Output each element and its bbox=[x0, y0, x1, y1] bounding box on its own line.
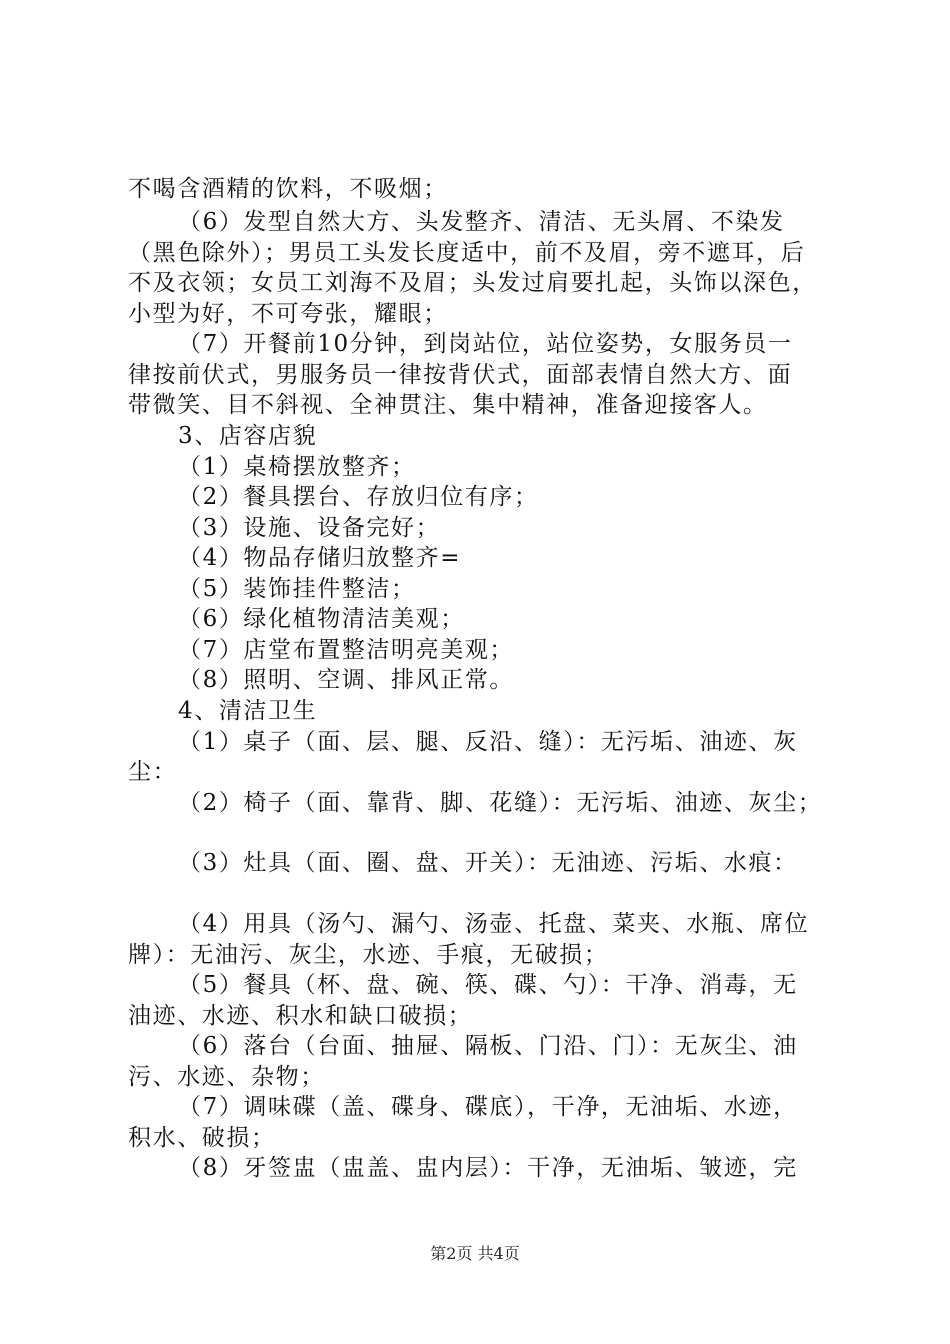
text-line: （1）桌椅摆放整齐； bbox=[178, 454, 416, 480]
text-line: 不喝含酒精的饮料，不吸烟； bbox=[128, 176, 448, 202]
text-line: （6）绿化植物清洁美观； bbox=[178, 606, 465, 632]
section-heading: 4、清洁卫生 bbox=[178, 698, 318, 724]
text-line: 牌）：无油污、灰尘，水迹、手痕，无破损； bbox=[128, 942, 609, 968]
text-line: 积水、破损； bbox=[128, 1125, 276, 1151]
page-footer: 第2页 共4页 bbox=[430, 1244, 520, 1263]
text-line: 油迹、水迹、积水和缺口破损； bbox=[128, 1003, 473, 1029]
text-line: 不及衣领；女员工刘海不及眉；头发过肩要扎起，头饰以深色， bbox=[128, 270, 817, 296]
text-line: （2）椅子（面、靠背、脚、花缝）：无污垢、油迹、灰尘； bbox=[178, 790, 823, 816]
text-line: 带微笑、目不斜视、全神贯注、集中精神，准备迎接客人。 bbox=[128, 392, 768, 418]
text-line: （7）调味碟（盖、碟身、碟底），干净，无油垢、水迹， bbox=[178, 1094, 798, 1120]
section-heading: 3、店容店貌 bbox=[178, 423, 318, 449]
text-line: 污、水迹、杂物； bbox=[128, 1064, 325, 1090]
text-line: （8）牙签盅（盅盖、盅内层）：干净，无油垢、皱迹，完 bbox=[178, 1155, 798, 1181]
text-line: （7）店堂布置整洁明亮美观； bbox=[178, 637, 515, 663]
text-line: （5）餐具（杯、盘、碗、筷、碟、勺）：干净、消毒，无 bbox=[178, 972, 798, 998]
text-line: （7）开餐前10分钟，到岗站位，站位姿势，女服务员一 bbox=[178, 331, 793, 357]
text-line: （5）装饰挂件整洁； bbox=[178, 576, 416, 602]
text-line: （1）桌子（面、层、腿、反沿、缝）：无污垢、油迹、灰 bbox=[178, 729, 798, 755]
text-line: （2）餐具摆台、存放归位有序； bbox=[178, 484, 539, 510]
text-line: 律按前伏式，男服务员一律按背伏式，面部表情自然大方、面 bbox=[128, 362, 793, 388]
text-line: （黑色除外）；男员工头发长度适中，前不及眉，旁不遮耳，后 bbox=[128, 240, 806, 266]
text-line: （4）用具（汤勺、漏勺、汤壶、托盘、菜夹、水瓶、席位 bbox=[178, 911, 810, 937]
text-line: （8）照明、空调、排风正常。 bbox=[178, 667, 515, 693]
text-line: （3）设施、设备完好； bbox=[178, 515, 441, 541]
text-line: （4）物品存储归放整齐= bbox=[178, 545, 462, 571]
text-line: 小型为好，不可夸张，耀眼； bbox=[128, 301, 448, 327]
text-line: （6）发型自然大方、头发整齐、清洁、无头屑、不染发 bbox=[178, 209, 785, 235]
text-line: （6）落台（台面、抽屉、隔板、门沿、门）：无灰尘、油 bbox=[178, 1033, 798, 1059]
text-line: （3）灶具（面、圈、盘、开关）：无油迹、污垢、水痕： bbox=[178, 850, 798, 876]
text-line: 尘： bbox=[128, 759, 178, 785]
